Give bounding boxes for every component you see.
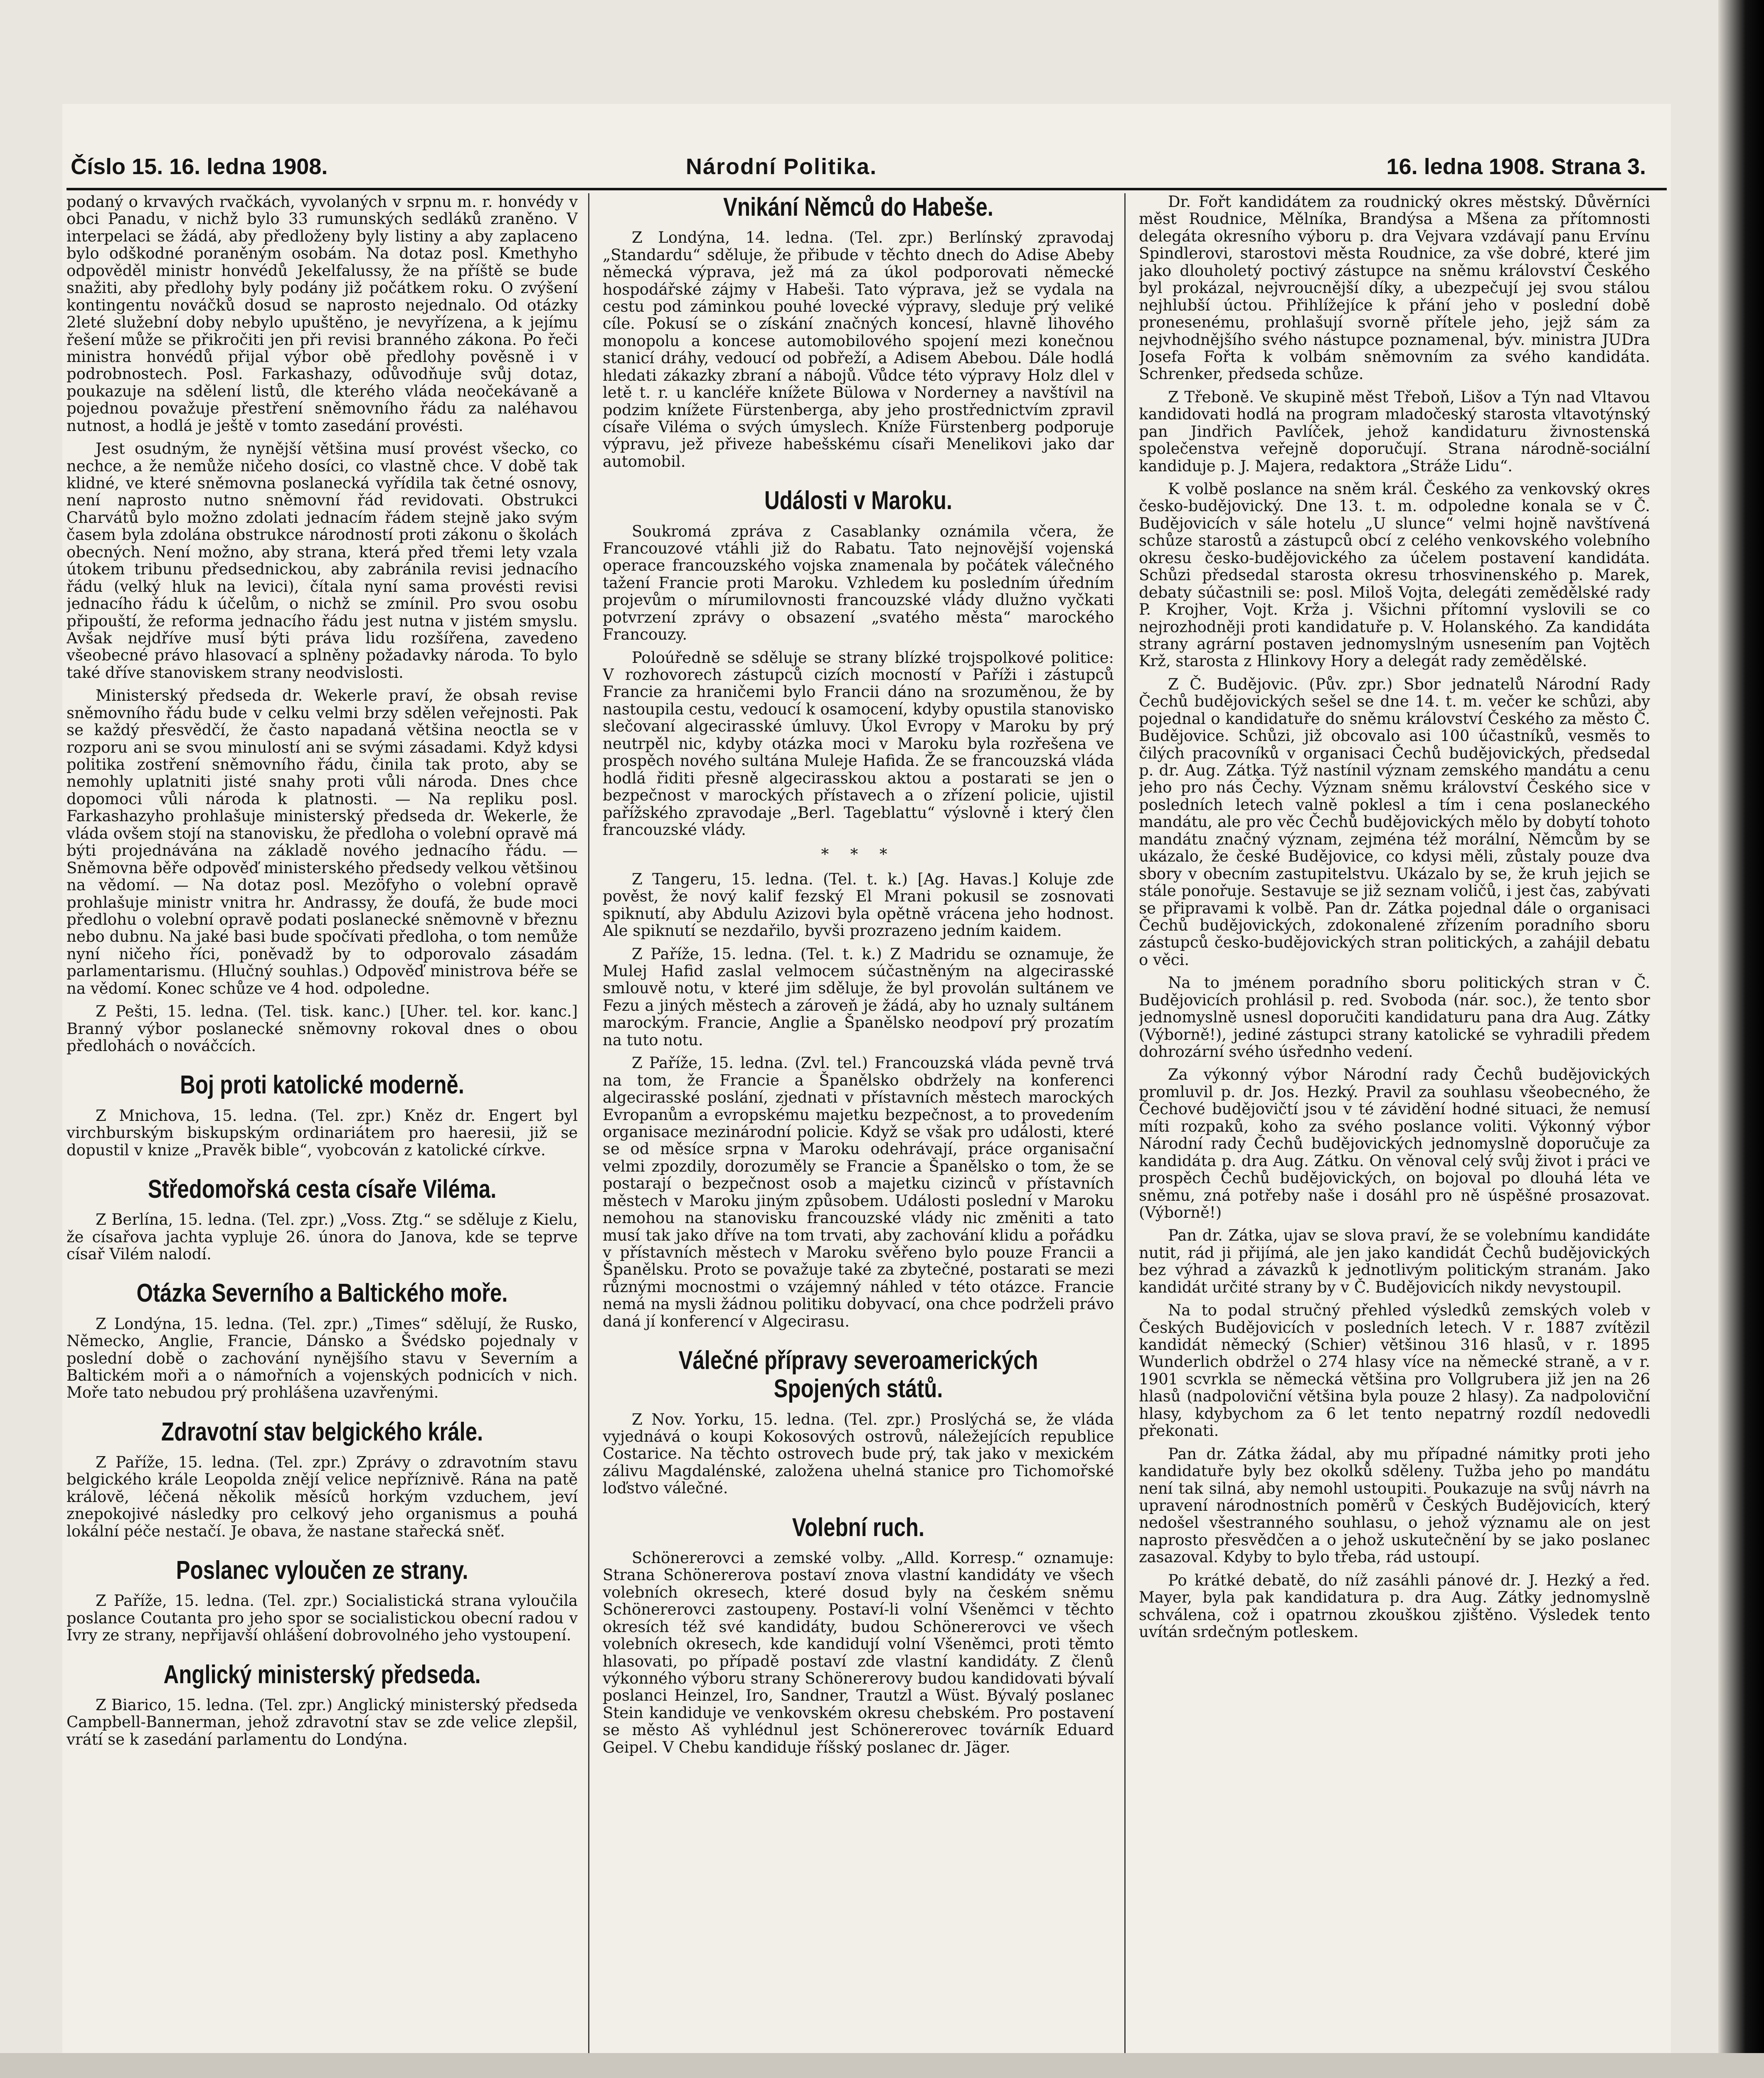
article-paragraph: Po krátké debatě, do níž zasáhli pánové dr. J. Hezký a řed. Mayer, byla pak kandidatura p. dra Aug. Zátky jednomyslně schválena, což i opatrnou zkouškou zjištěno. Výsledek tento uvítán srdečným potleskem. [1139,1571,1650,1641]
article-paragraph: Z Nov. Yorku, 15. ledna. (Tel. zpr.) Proslýchá se, že vláda vyjednává o koupi Kokosových ostrovů, náležejících republice Costarice. Na těchto ostrovech bude prý, tak jako v mexickém zálivu Magdalénské, založena uhelná stanice pro Tichomořské loďstvo válečné. [603,1410,1114,1497]
page-number: 16. ledna 1908. Strana 3. [1386,154,1646,179]
column-1 [67,193,578,2078]
article-paragraph: Z Paříže, 15. ledna. (Zvl. tel.) Francouzská vláda pevně trvá na tom, že Francie a Španělsko obdržely na konferenci algecirasské poslání, zjednati v přístavních městech marockých Evropanům a evropskému majetku bezpečnost, a to provedením organisace mezinárodní policie. Když se však pro události, které se od měsíce srpna v Maroku odehrávají, práce organisační velmi zpozdily, dorozuměly se Francie a Španělsko o tom, že se postarají o bezpečnost osob a majetku cizinců v přístavních městech v Maroku jiným způsobem. Události poslední v Maroku nemohou na stanovisku francouzské vlády nic změniti a tato musí tak jako dříve na tom trvati, aby zachování klidu a pořádku v přístavních městech v Maroku svěřeno bylo pouze Francii a Španělsku. Proto se považuje také za zbytečné, postarati se mezi různými mocnostmi o vzájemný náhled v této otázce. Francie nemá na mysli žádnou politiku dobyvací, ona chce podrželi právo daná jí konferencí v Algecirasu. [603,1054,1114,1330]
article-paragraph: K volbě poslance na sněm král. Českého za venkovský okres česko-budějovický. Dne 13. t. m. odpoledne konala se v Č. Budějovicích v sále hotelu „U slunce“ velmi hojně navštívená schůze starostů a zástupců obcí z celého venkovského volebního okresu česko-budějovického za účelem postavení kandidáta. Schůzi předsedal starosta okresu trhosvinenského p. Marek, debaty súčastnili se: posl. Miloš Vojta, delegáti zemědělské rady P. Krojher, Vojt. Krža j. Všichni přítomní vyslovili se co nejrozhodněji proti kandidatuře p. V. Holanského. Za kandidáta strany agrární postaven jednomyslným usnesením pan Vojtěch Krž, starosta z Hlinkovy Hory a delegát rady zemědělské. [1139,480,1650,670]
article-headline: Vnikání Němců do Habeše. [723,193,993,222]
article-headline: Válečné přípravy severoamerických Spojených států. [678,1346,1038,1403]
article-paragraph: Z Paříže, 15. ledna. (Tel. zpr.) Socialistická strana vyloučila poslance Coutanta pro jeho spor se socialistickou obecní radou v Ivry ze strany, nepřijavší ohlášení dobrovolného jeho vystoupení. [67,1592,578,1645]
column-divider [1124,193,1126,2078]
article-paragraph: Pan dr. Zátka, ujav se slova praví, že se volebnímu kandidáte nutit, rád ji přijímá, ale jen jako kandidát Čechů budějovických bez výhrad a závazků k jednotlivým politickým stranám. Jako kandidát určité strany by v Č. Budějovicích nikdy nevystoupil. [1139,1226,1650,1296]
section-separator: * * * [821,845,896,864]
article-paragraph: Jest osudným, že nynější většina musí provést všecko, co nechce, a že nemůže ničeho dosíci, co vlastně chce. V době tak klidné, ve které sněmovna poslanecká vyřídila tak četné osnovy, není naprosto nutno sněmovní řád revidovati. Obstrukci Charvátů bylo možno zdolati jednacím řádem stejně jako svým časem byla zdolána obstrukce národností proti zákonu o školách obecných. Není možno, aby strana, která před třemi lety vzala útokem tribunu předsednickou, aby zabránila revisi jednacího řádu (velký hluk na levici), čítala nyní sama provésti revisi jednacího řádu k účelům, o nichž se zmínil. Pro svou osobu připouští, že reforma jednacího řádu jest nutna v jistém smyslu. Avšak nejdříve musí býti práva lidu rozšířena, zavedeno všeobecné právo hlasovací a splněny požadavky národa. To bylo také dříve stanoviskem strany neodvislosti. [67,440,578,682]
column-2 [603,193,1114,2078]
article-paragraph: Z Londýna, 15. ledna. (Tel. zpr.) „Times“ sdělují, že Rusko, Německo, Anglie, Francie, Dánsko a Švédsko pojednaly v poslední době o zachování nynějšího stavu v Severním a Baltickém moři a o námořních a vojenských podnicích v nich. Moře tato nebudou prý prohlášena uzavřenými. [67,1315,578,1402]
article-paragraph: Dr. Fořt kandidátem za roudnický okres městský. Důvěrníci měst Roudnice, Mělníka, Brandýsa a Mšena za přítomnosti delegáta okresního výboru p. dra Vejvara vzdávají panu Ervínu Spindlerovi, starostovi města Roudnice, za vše dobré, které jim jako dlouholetý poctivý zástupce na sněmu království Českého byl prokázal, nejvroucnější díky, a ubezpečují jej svou stálou nejhlubší úctou. Přihlížejíce k přání jeho v poslední době pronesenému, prohlašují svorně přítele jeho, jejž sám za nejvhodnějšího svého nástupce poznamenal, býv. ministra JUDra Josefa Fořta k volbám sněmovním za svého kandidáta. Schrenker, předseda schůze. [1139,193,1650,383]
article-paragraph: podaný o krvavých rvačkách, vyvolaných v srpnu m. r. honvédy v obci Panadu, v nichž bylo 33 rumunských sedláků zraněno. V interpelaci se žádá, aby předloženy byly listiny a aby zaplaceno bylo odškodné poraněným osobám. Na dotaz posl. Kmethyho odpověděl ministr honvédů Jekelfalussy, že na příště se bude snažiti, aby předlohy byly podány již počátkem roku. O zvýšení kontingentu nováčků dosud se naprosto nejednalo. Od otázky 2leté služební doby nebylo upuštěno, je nevyřízena, a k jejímu řešení může se přikročiti jen při revisi branného zákona. Po řeči ministra honvédů přijal výbor obě předlohy pověsně i v podrobnostech. Posl. Farkashazy, odůvodňuje svůj dotaz, poukazuje na sdělení listů, dle kterého vláda neočekávaně a pojednou považuje přestření sněmovního řádu za naléhavou nutnost, a hodlá je ještě v tomto zasedání provésti. [67,193,578,435]
article-headline: Zdravotní stav belgického krále. [161,1417,483,1446]
scan-border [0,2053,1764,2078]
article-paragraph: Z Biarico, 15. ledna. (Tel. zpr.) Anglický ministerský předseda Campbell-Bannerman, jehož zdravotní stav se zde velice zlepšil, vrátí se k zasedání parlamentu do Londýna. [67,1696,578,1748]
article-headline: Anglický ministerský předseda. [163,1660,481,1689]
page-edge-shadow [1718,0,1764,2078]
article-paragraph: Z Berlína, 15. ledna. (Tel. zpr.) „Voss. Ztg.“ se sděluje z Kielu, že císařova jachta vypluje 26. února do Janova, kde se teprve císař Vilém nalodí. [67,1211,578,1263]
article-paragraph: Pan dr. Zátka žádal, aby mu případné námitky proti jeho kandidatuře byly bez okolků sděleny. Tužba jeho po mandátu není tak silná, aby nemohl ustoupiti. Poukazuje na svůj návrh na upravení národnostních poměrů v Českých Budějovicích, který nedošel všestranného souhlasu, o jehož významu ale on jest naprosto přesvědčen a o jehož uskutečnění by se jako poslanec zasazoval. Kdyby to bylo třeba, rád ustoupí. [1139,1445,1650,1566]
article-paragraph: Soukromá zpráva z Casablanky oznámila včera, že Francouzové vtáhli již do Rabatu. Tato nejnovější vojenská operace francouzského vojska znamenala by počátek válečného tažení Francie proti Maroku. Vzhledem ku posledním úředním projevům o mírumilovnosti francouzské vlády dlužno vyčkati potvrzení zprávy o obsazení „svatého města“ marockého Francouzy. [603,522,1114,644]
article-paragraph: Ministerský předseda dr. Wekerle praví, že obsah revise sněmovního řádu bude v celku velmi brzy sdělen veřejnosti. Pak se každý přesvědčí, že často napadaná většina neoctla se v rozporu ani se svou minulostí ani se svými zásadami. Když kdysi politika zostření sněmovního řádu, činila tak proto, aby se nemohly uplatniti jisté snahy proti vůli národa. Dnes chce dopomoci vůli národa k platnosti. — Na repliku posl. Farkashazyho prohlašuje ministerský předseda dr. Wekerle, že vláda ovšem stojí na stanovisku, že předloha o volební opravě má býti projednávána na základě nového jednacího řádu. — Sněmovna běře odpověď ministerského předsedy velkou většinou na vědomí. — Na dotaz posl. Mezöfyho o volební opravě prohlašuje ministr vnitra hr. Andrassy, že doufá, že bude moci předlohu o volební opravě podati poslanecké sněmovně v březnu nebo dubnu. Na jaké basi bude spočívati předloha, o tom nemůže nyní ničeho říci, poněvadž by to odporovalo zásadám parlamentarismu. (Hlučný souhlas.) Odpověď ministrova béře se na vědomí. Konec schůze ve 4 hod. odpoledne. [67,687,578,997]
page-header [62,154,1671,191]
column-divider [588,193,589,2078]
article-headline: Středomořská cesta císaře Viléma. [148,1174,497,1204]
newspaper-page [62,104,1671,2078]
header-rule [67,188,1667,190]
masthead: Národní Politika. [686,154,877,179]
article-paragraph: Za výkonný výbor Národní rady Čechů budějovických promluvil p. dr. Jos. Hezký. Pravil za souhlasu všeobecného, že Čechové budějovičtí jsou v té závidění hodné situaci, že nemusí míti rozpaků, koho za svého poslance voliti. Výkonný výbor Národní rady Čechů budějovických jednomyslně doporučuje za kandidáta p. dra Aug. Zátku. On věnoval celý svůj život i práci ve prospěch Čechů budějovických, on bojoval po dlouhá léta ve sněmu, zná potřeby naše i dosáhl pro ně úspěšné prosazovat. (Výborně!) [1139,1066,1650,1221]
article-headline: Poslanec vyloučen ze strany. [176,1556,468,1585]
article-paragraph: Z Č. Budějovic. (Pův. zpr.) Sbor jednatelů Národní Rady Čechů budějovických sešel se dne 14. t. m. večer ke schůzi, aby pojednal o kandidatuře do sněmu království Českého za město Č. Budějovice. Schůzi, již obcovalo asi 100 účastníků, vesměs to čilých pracovníků v organisaci Čechů budějovických, předsedal p. dr. Aug. Zátka. Týž nastínil význam zemského mandátu a cenu jeho pro nás Čechy. Význam sněmu království Českého sice v posledních letech valně poklesl a tím i cena poslaneckého mandátu, ale pro věc Čechů budějovických mělo by dobytí tohoto mandátu značný význam, zejména též morální, Němcům by se ukázalo, že české Budějovice, co kdysi měli, zůstaly pouze dva sbory v obecním zastupitelstvu. Ukázalo by se, že kruh jejich se stále ponořuje. Sestavuje se již seznam voličů, i jest čas, zabývati se připravami k volbě. Pan dr. Zátka pojednal dále o organisaci Čechů budějovických, zdokonalené zřízením poradního sboru zástupců česko-budějovických stran politických, a zahájil debatu o věci. [1139,675,1650,969]
article-headline: Boj proti katolické moderně. [180,1071,464,1100]
article-paragraph: Z Londýna, 14. ledna. (Tel. zpr.) Berlínský zpravodaj „Standardu“ sděluje, že přibude v těchto dnech do Adise Abeby německá výprava, jež má za úkol podporovati německé hospodářské zájmy v Habeši. Tato výprava, jež se vydala na cestu pod záminkou pouhé lovecké výpravy, sleduje prý veliké cíle. Pokusí se o získání značných koncesí, hlavně lihového monopolu a koncese automobilového spojení mezi konečnou stanicí dráhy, vedoucí od pobřeží, a Adisem Abebou. Dále hodlá hledati zákazky zbraní a nábojů. Vůdce této výpravy Holz dlel v letě t. r. u kancléře knížete Bülowa v Norderney a navštívil na podzim knížete Fürstenberga, aby jeho prostřednictvím zpravil císaře Viléma o svých úmyslech. Kníže Fürstenberg podporuje výpravu, jež přiveze habešskému císaři Menelikovi jako dar automobil. [603,229,1114,470]
article-headline: Volební ruch. [792,1513,925,1542]
article-headline: Události v Maroku. [764,486,952,515]
issue-date: Číslo 15. 16. ledna 1908. [71,154,328,179]
article-paragraph: Z Třeboně. Ve skupině měst Třeboň, Lišov a Týn nad Vltavou kandidovati hodlá na program mladočeský starosta vltavotýnský pan Jindřich Pavlíček, jehož kandidaturu živnostenská společenstva veřejně doporučují. Strana národně-sociální kandiduje p. J. Majera, redaktora „Stráže Lidu“. [1139,388,1650,475]
article-paragraph: Z Paříže, 15. ledna. (Tel. t. k.) Z Madridu se oznamuje, že Mulej Hafid zaslal velmocem súčastněným na algecirasské smlouvě notu, v které jim sděluje, že byl provolán sultánem ve Fezu a jiných městech a zároveň je žádá, aby ho uznaly sultánem marockým. Francie, Anglie a Španělsko neodpoví prý prozatím na tuto notu. [603,945,1114,1049]
article-paragraph: Na to jménem poradního sboru politických stran v Č. Budějovicích prohlásil p. red. Svoboda (nár. soc.), že tento sbor jednomyslně usnesl doporučiti kandidaturu pana dra Aug. Zátky (Výborně!), jediné zástupci strany katolické se vyhradili předem dohrozární svého úsřednho vedení. [1139,974,1650,1061]
article-headline: Otázka Severního a Baltického moře. [136,1279,508,1308]
article-paragraph: Z Mnichova, 15. ledna. (Tel. zpr.) Kněz dr. Engert byl virchburským biskupským ordinariátem pro haeresii, již se dopustil v knize „Pravěk bible“, vyobcován z katolické církve. [67,1106,578,1159]
article-paragraph: Z Paříže, 15. ledna. (Tel. zpr.) Zprávy o zdravotním stavu belgického krále Leopolda znějí velice nepříznivě. Rána na patě královĕ, léčená několik měsíců horkým vzduchem, jeví znepokojivé následky pro celkový jeho organismus a pouhá lokální péče nestačí. Je obava, že nastane stařecká sněť. [67,1453,578,1540]
column-3 [1139,193,1650,2078]
article-paragraph: Schönererovci a zemské volby. „Alld. Korresp.“ oznamuje: Strana Schönererova postaví znova vlastní kandidáty ve všech volebních okresech, které dosud byly na českém sněmu Schönererovci zastoupeny. Postaví-li volní Všeněmci v těchto okresích též své kandidáty, budou Schönererovci ve všech volebních okresech, kde kandidují volní Všeněmci, proti těmto hlasovati, po případě postaví zde vlastní kandidáty. Z členů výkonného výboru strany Schönererovy budou kandidovati bývalí poslanci Heinzel, Iro, Sandner, Trautzl a Wüst. Bývalý poslanec Stein kandiduje ve venkovském okresu chebském. Pro postavení se město Aš vyhlédnul jest Schönererovec továrník Eduard Geipel. V Chebu kandiduje říšský poslanec dr. Jäger. [603,1549,1114,1756]
article-paragraph: Z Tangeru, 15. ledna. (Tel. t. k.) [Ag. Havas.] Koluje zde pověst, že nový kalif fezský El Mrani pokusil se zosnovati spiknutí, aby Abdulu Azizovi byla opětně vrácena jeho hodnost. Ale spiknutí se nezdařilo, byvši prozrazeno jedním kaidem. [603,870,1114,940]
article-paragraph: Poloúředně se sděluje se strany blízké trojspolkové politice: V rozhovorech zástupců cizích mocností v Paříži i zástupců Francie za hraničemi bylo Francii dáno na srozuměnou, že by nastoupila cestu, vedoucí k osamocení, kdyby opustila stanovisko slečovaní algecirasské úmluvy. Úkol Evropy v Maroku by prý neutrpěl nic, kdyby otázka moci v Maroku byla rozřešena ve prospěch nového sultána Muleje Hafida. Že se francouzská vláda hodlá řiditi přesně algecirasskou aktou a postarati se jen o bezpečnost v marockých přístavech a o zřízení policie, ujistil pařížského zpravodaje „Berl. Tageblattu“ výslovně i který člen francouzské vlády. [603,648,1114,839]
article-paragraph: Na to podal stručný přehled výsledků zemských voleb v Českých Budějovicích v posledních letech. V r. 1887 zvítězil kandidát německý (Schier) většinou 316 hlasů, v r. 1895 Wunderlich obdržel o 274 hlasy více na německé straně, a v r. 1901 scvrkla se německá většina pro Vollgrubera již jen na 26 hlasů (nadpoloviční většina byla pouze 2 hlasy). Za nadpoloviční hlasy, kdybychom za 6 let tento nepatrný rozdíl nedovedli překonati. [1139,1301,1650,1440]
article-paragraph: Z Pešti, 15. ledna. (Tel. tisk. kanc.) [Uher. tel. kor. kanc.] Branný výbor poslanecké sněmovny rokoval dnes o obou předlohách o nováčcích. [67,1002,578,1055]
